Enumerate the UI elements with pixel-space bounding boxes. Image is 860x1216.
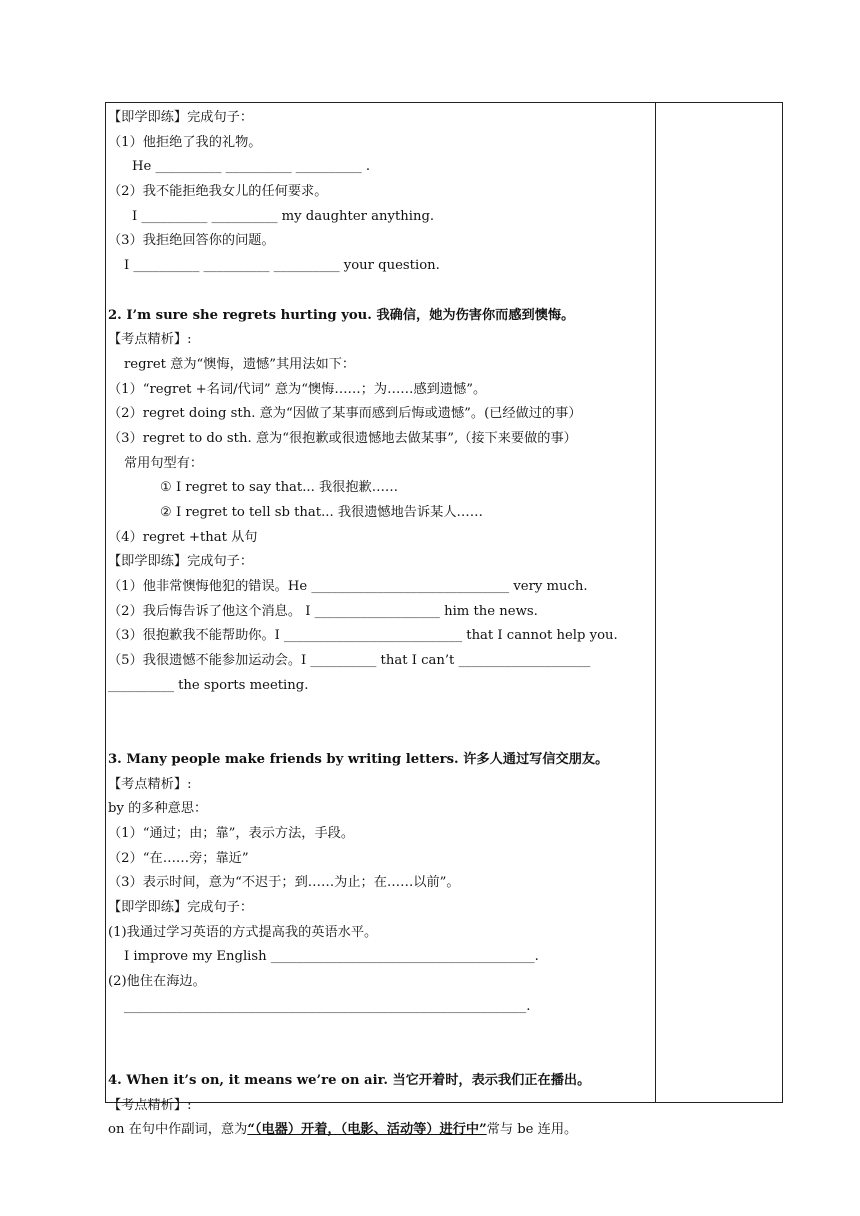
text-line: ① I regret to say that... 我很抱歉……: [160, 480, 399, 496]
text-line: 3. Many people make friends by writing letters. 许多人通过写信交朋友。: [108, 751, 609, 767]
blank-line: [108, 699, 652, 724]
text-line: I __________ __________ my daughter anything.: [132, 208, 435, 224]
text-line: 【即学即练】完成句子：: [108, 900, 254, 915]
blank-line: [108, 279, 652, 304]
text-line: _____________________________________________________________.: [124, 998, 531, 1014]
text-line: 【即学即练】完成句子：: [108, 554, 254, 570]
notes-column: [656, 103, 782, 1102]
blank-line: [108, 1019, 652, 1044]
text-line: （4）regret +that 从句: [108, 529, 258, 545]
text-line: (2)他住在海边。: [108, 974, 206, 990]
blank-line: [108, 723, 652, 748]
text-line: （1）“通过；由；靠”，表示方法，手段。: [108, 825, 355, 841]
text-line: （2）我后悔告诉了他这个消息。 I ___________________ him the news.: [108, 603, 538, 619]
text-line: 4. When it’s on, it means we’re on air. 当它开着时，表示我们正在播出。: [108, 1072, 591, 1088]
text-line: (1)我通过学习英语的方式提高我的英语水平。: [108, 924, 378, 940]
text-line: （3）regret to do sth. 意为“很抱歉或很遗憾地去做某事”,（接下来要做的事）: [108, 430, 577, 446]
text-line: He __________ __________ __________ .: [132, 159, 371, 175]
text-line: 常用句型有：: [124, 455, 204, 471]
last-line-post: 常与 be 连用。: [486, 1122, 578, 1138]
text-line: （1）“regret +名词/代词” 意为“懊悔……；为……感到遗憾”。: [108, 381, 487, 397]
text-line: （1）他拒绝了我的礼物。: [108, 134, 262, 150]
text-line: 2. I’m sure she regrets hurting you. 我确信，她为伤害你而感到懊悔。: [108, 307, 575, 323]
text-line: 【考点精析】:: [108, 332, 192, 348]
last-line-underlined: “（电器）开着，（电影、活动等）进行中”: [247, 1122, 487, 1138]
text-line: I improve my English ________________________________________.: [124, 949, 539, 965]
text-line: （2）我不能拒绝我女儿的任何要求。: [108, 184, 328, 200]
text-line-last: [108, 1118, 652, 1143]
text-line: （3）我拒绝回答你的问题。: [108, 233, 275, 249]
blank-line: [108, 1044, 652, 1069]
text-line: 【考点精析】:: [108, 1097, 192, 1113]
text-line: ② I regret to tell sb that... 我很遗憾地告诉某人……: [160, 505, 483, 520]
last-line-pre: on 在句中作副词，意为: [108, 1122, 248, 1138]
text-line: （1）他非常懊悔他犯的错误。He ______________________________ very much.: [108, 579, 588, 595]
text-line: regret 意为“懊悔，遗憾”其用法如下：: [124, 356, 356, 372]
text-line: （3）很抱歉我不能帮助你。I ___________________________ that I cannot help you.: [108, 628, 618, 644]
text-line: （5）我很遗憾不能参加运动会。I __________ that I can’t ____________________: [108, 653, 591, 669]
text-line: 【考点精析】:: [108, 776, 192, 792]
main-text-column: [108, 106, 652, 1143]
text-line: （2）“在……旁；靠近”: [108, 850, 249, 866]
text-line: I __________ __________ __________ your question.: [124, 258, 440, 274]
text-line: 【即学即练】完成句子：: [108, 110, 254, 125]
text-line: （3）表示时间，意为“不迟于；到……为止；在……以前”。: [108, 875, 460, 891]
text-line: __________ the sports meeting.: [108, 677, 309, 693]
text-line: by 的多种意思：: [108, 801, 208, 817]
text-line: （2）regret doing sth. 意为“因做了某事而感到后悔或遗憾”。(已经做过的事）: [108, 406, 582, 422]
